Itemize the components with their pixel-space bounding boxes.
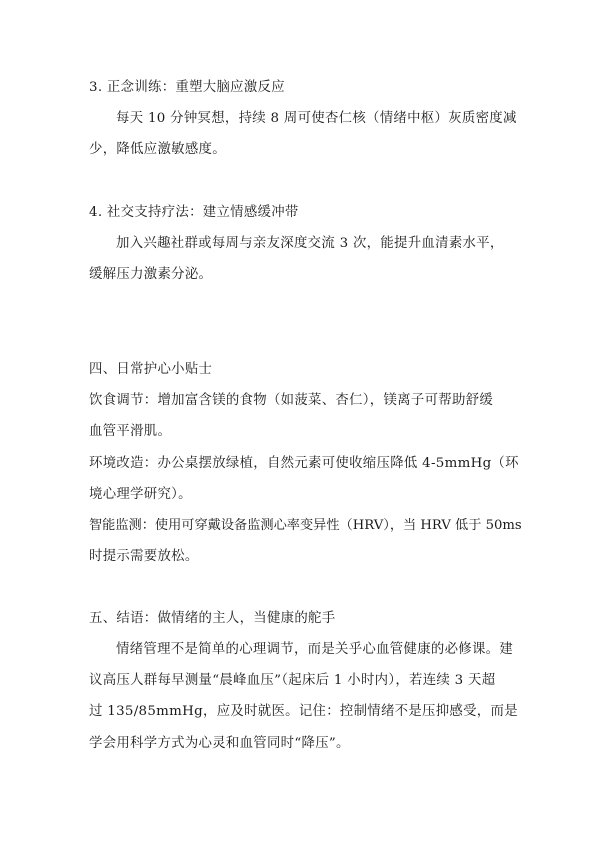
tip-diet-line-1: 饮食调节：增加富含镁的食物（如菠菜、杏仁），镁离子可帮助舒缓 [89,393,494,408]
conclusion-line-1: 情绪管理不是简单的心理调节，而是关乎心血管健康的必修课。建 [116,642,514,657]
conclusion-line-3: 过 135/85mmHg，应及时就医。记住：控制情绪不是压抑感受，而是 [89,704,518,719]
conclusion-line-2: 议高压人群每早测量“晨峰血压”（起床后 1 小时内），若连续 3 天超 [89,673,496,688]
section-3-heading: 3. 正念训练：重塑大脑应激反应 [89,80,285,95]
tips-heading: 四、日常护心小贴士 [89,362,213,377]
section-4-heading: 4. 社交支持疗法：建立情感缓冲带 [89,205,299,220]
tip-smart-monitoring-line-1: 智能监测：使用可穿戴设备监测心率变异性（HRV），当 HRV 低于 50ms [89,518,522,533]
conclusion-line-4: 学会用科学方式为心灵和血管同时“降压”。 [89,736,350,751]
tip-diet-line-2: 血管平滑肌。 [89,424,172,439]
section-4-paragraph-line-1: 加入兴趣社群或每周与亲友深度交流 3 次，能提升血清素水平， [116,236,504,251]
section-4-paragraph-line-2: 缓解压力激素分泌。 [89,267,213,282]
section-3-paragraph-line-1: 每天 10 分钟冥想，持续 8 周可使杏仁核（情绪中枢）灰质密度减 [116,111,517,126]
tip-environment-line-1: 环境改造：办公桌摆放绿植，自然元素可使收缩压降低 4-5mmHg（环 [89,456,519,471]
tip-environment-line-2: 境心理学研究）。 [89,487,192,502]
tip-smart-monitoring-line-2: 时提示需要放松。 [89,549,199,564]
conclusion-heading: 五、结语：做情绪的主人，当健康的舵手 [89,611,336,626]
section-3-paragraph-line-2: 少，降低应激敏感度。 [89,142,226,157]
